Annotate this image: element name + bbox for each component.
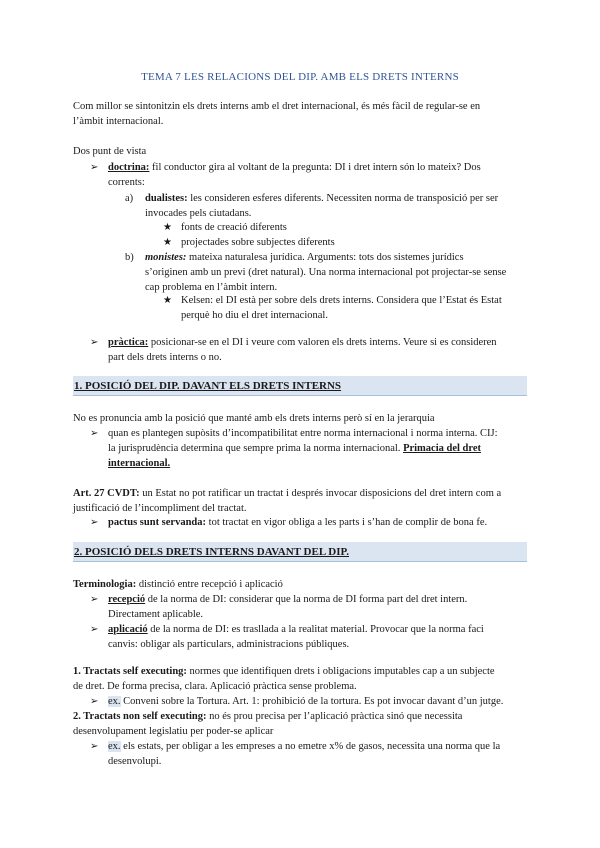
arrow-bullet-icon: ➢ [90, 428, 99, 439]
non-self-executing-example-text-2: desenvolupi. [108, 756, 162, 767]
art27-text-1: un Estat no pot ratificar un tractat i després invocar disposicions del dret intern com a [139, 488, 502, 499]
practica-text-1: posicionar-se en el DI i veure com valoren els drets interns. Veure si es consideren [148, 337, 497, 348]
arrow-bullet-icon: ➢ [90, 741, 99, 752]
cij-item [108, 426, 527, 471]
art27-paragraph [73, 486, 527, 516]
dualistes-item [145, 191, 527, 221]
terminologia-paragraph [73, 577, 527, 592]
self-executing-text-2: de dret. De forma precisa, clara. Aplicació pràctica sense problema. [73, 681, 357, 692]
arrow-bullet-icon: ➢ [90, 624, 99, 635]
star-bullet-icon: ★ [163, 237, 172, 248]
pacta-label: pactus sunt servanda: [108, 517, 207, 528]
doctrina-item [108, 160, 527, 190]
arrow-bullet-icon: ➢ [90, 594, 99, 605]
dualistes-label: dualistes: [145, 193, 188, 204]
section-heading-1: 1. POSICIÓ DEL DIP. DAVANT ELS DRETS INTERNS [73, 376, 527, 396]
terminologia-text: distinció entre recepció i aplicació [136, 579, 283, 590]
self-executing-paragraph [73, 664, 527, 694]
non-self-executing-text-1: no és prou precisa per l’aplicació pràctica sinó que necessita [206, 711, 463, 722]
kelsen-line-1: Kelsen: el DI està per sobre dels drets interns. Considera que l’Estat és Estat [181, 295, 502, 306]
non-self-executing-text-2: desenvolupament legislatiu per poder-se aplicar [73, 726, 274, 737]
document-title: TEMA 7 LES RELACIONS DEL DIP. AMB ELS DRETS INTERNS [141, 71, 459, 83]
non-self-executing-example [108, 739, 527, 769]
cij-line-1: quan es plantegen supòsits d’incompatibilitat entre norma internacional i norma interna. CIJ: [108, 428, 498, 439]
intro-line-1: Com millor se sintonitzin els drets interns amb el dret internacional, és més fàcil de regular-se en [73, 101, 481, 112]
cij-line-3: internacional. [108, 458, 171, 469]
arrow-bullet-icon: ➢ [90, 696, 99, 707]
art27-text-2: justificació de l’incompliment del tractat. [73, 503, 247, 514]
kelsen-line-2: perquè ho diu el dret internacional. [181, 310, 328, 321]
practica-text-2: part dels drets interns o no. [108, 352, 222, 363]
non-self-executing-paragraph [73, 709, 527, 739]
practica-label: pràctica: [108, 337, 149, 348]
self-executing-example-text: Conveni sobre la Tortura. Art. 1: prohibició de la tortura. Es pot invocar davant d’un jutge. [120, 696, 504, 707]
self-executing-label: 1. Tractats self executing: [73, 666, 187, 677]
monistes-text-1: mateixa naturalesa jurídica. Arguments: tots dos sistemes jurídics [186, 252, 464, 263]
section-heading-2: 2. POSICIÓ DELS DRETS INTERNS DAVANT DEL DIP. [73, 542, 527, 562]
item-b-marker: b) [125, 252, 134, 263]
primacia-label: Primacia del dret [403, 443, 482, 454]
arrow-bullet-icon: ➢ [90, 517, 99, 528]
self-executing-text-1: normes que identifiquen drets i obligacions imputables cap a un subjecte [186, 666, 495, 677]
monistes-text-2: s’originen amb un previ (dret natural). Una norma internacional pot projectar-se sense [145, 267, 507, 278]
doctrina-text-2: corrents: [108, 177, 145, 188]
doctrina-text-1: fil conductor gira al voltant de la pregunta: DI i dret intern són lo mateix? Dos [149, 162, 481, 173]
monistes-label: monistes: [145, 252, 187, 263]
cij-line-2: la jurisprudència determina que sempre prima la norma internacional. [108, 443, 404, 454]
terminologia-label: Terminologia: [73, 579, 137, 590]
dualistes-text-2: invocades pels ciutadans. [145, 208, 252, 219]
monistes-text-3: cap problema en l’àmbit intern. [145, 282, 278, 293]
aplicacio-text-1: de la norma de DI: es trasllada a la realitat material. Provocar que la norma faci [147, 624, 484, 635]
arrow-bullet-icon: ➢ [90, 337, 99, 348]
example-label: ex. [108, 696, 121, 707]
dos-punts-heading: Dos punt de vista [73, 146, 147, 157]
star-bullet-icon: ★ [163, 222, 172, 233]
art27-label: Art. 27 CVDT: [73, 488, 140, 499]
aplicacio-item [108, 622, 527, 652]
doctrina-label: doctrina: [108, 162, 150, 173]
pacta-item [108, 515, 527, 530]
monistes-item [145, 250, 527, 295]
star-bullet-icon: ★ [163, 295, 172, 306]
self-executing-example [108, 694, 527, 709]
example-label: ex. [108, 741, 121, 752]
kelsen-note [181, 293, 527, 323]
aplicacio-text-2: canvis: obligar als particulars, administracions públiques. [108, 639, 350, 650]
practica-item [108, 335, 527, 365]
arrow-bullet-icon: ➢ [90, 162, 99, 173]
pacta-text: tot tractat en vigor obliga a les parts i s’han de complir de bona fe. [206, 517, 488, 528]
item-a-marker: a) [125, 193, 134, 204]
recepcio-text-2: Directament aplicable. [108, 609, 204, 620]
intro-line-2: l’àmbit internacional. [73, 116, 164, 127]
non-self-executing-example-text-1: els estats, per obligar a les empreses a no emetre x% de gasos, necessita una norma que la [120, 741, 501, 752]
dualistes-sub-2: projectades sobre subjectes diferents [181, 237, 335, 248]
recepcio-label: recepció [108, 594, 146, 605]
dualistes-text-1: les consideren esferes diferents. Necessiten norma de transposició per ser [187, 193, 499, 204]
recepcio-text-1: de la norma de DI: considerar que la norma de DI forma part del dret intern. [145, 594, 468, 605]
non-self-executing-label: 2. Tractats non self executing: [73, 711, 207, 722]
recepcio-item [108, 592, 527, 622]
aplicacio-label: aplicació [108, 624, 148, 635]
intro-paragraph [73, 99, 527, 129]
dualistes-sub-1: fonts de creació diferents [181, 222, 287, 233]
section1-paragraph: No es pronuncia amb la posició que manté amb els drets interns però sí en la jerarquia [73, 413, 435, 424]
